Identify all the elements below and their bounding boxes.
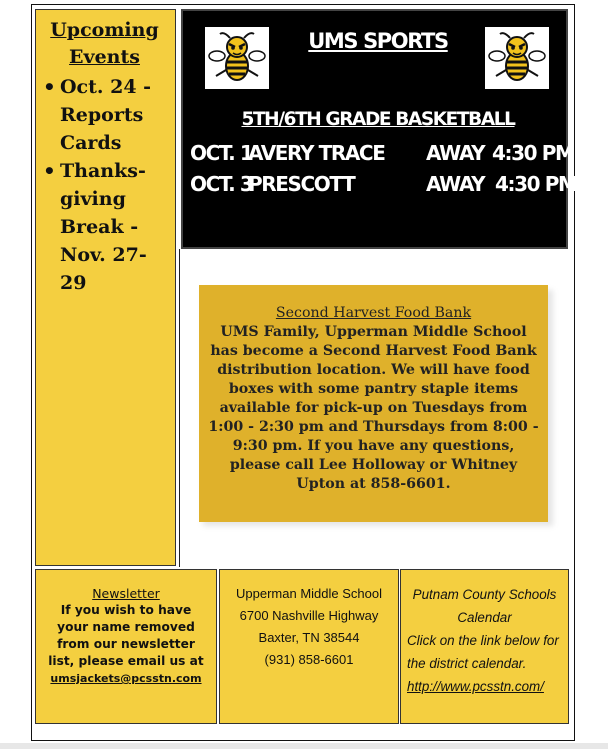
bottom-band [0, 743, 608, 749]
game-time: 4:30 PM [495, 172, 577, 196]
game-location: AWAY [426, 172, 485, 196]
school-city: Baxter, TN 38544 [258, 630, 360, 645]
game-date: OCT. 1 [190, 141, 253, 165]
foodbank-notice [199, 285, 548, 522]
calendar-text: Click on the link below for the district calendar. [407, 633, 559, 671]
upcoming-events-sidebar [35, 9, 176, 566]
game-opponent: PRESCOTT [248, 172, 355, 196]
yellow-jacket-mascot-icon [485, 27, 549, 89]
game-row [190, 172, 577, 198]
school-street: 6700 Nashville Highway [239, 608, 379, 623]
game-time: 4:30 PM [492, 141, 574, 165]
event-item: • Thanks-giving Break - Nov. 27-29 [60, 157, 167, 297]
newsletter-text: If you wish to have your name removed from our newsletter list, please email us at [48, 603, 204, 668]
yellow-jacket-mascot-icon [205, 27, 269, 89]
calendar-link[interactable]: http://www.pcsstn.com/ [407, 679, 544, 694]
column-divider [179, 249, 180, 567]
newsletter-box [35, 569, 217, 724]
game-row [190, 141, 574, 167]
upcoming-events-title: Upcoming Events [50, 19, 159, 68]
events-list [42, 73, 167, 297]
sports-scoreboard [181, 9, 577, 249]
school-name: Upperman Middle School [236, 586, 382, 601]
foodbank-body: UMS Family, Upperman Middle School has become a Second Harvest Food Bank distribution location. We will have food boxes with some pantry staple items available for pick-up on Tuesdays from 1:00 - 2:30 pm and Thursdays from 8:00 - 9:30 pm. If you have any questions, please call Lee Holloway or Whitney Upton at 858-6601. [208, 324, 539, 492]
foodbank-title: Second Harvest Food Bank [275, 305, 472, 321]
calendar-box [400, 569, 569, 724]
school-phone: (931) 858-6601 [264, 652, 354, 667]
event-item: • Oct. 24 - Reports Cards [60, 73, 167, 157]
game-location: AWAY [426, 141, 485, 165]
scoreboard-subtitle: 5TH/6TH GRADE BASKETBALL [241, 109, 515, 130]
newsletter-title: Newsletter [92, 586, 160, 601]
game-opponent: AVERY TRACE [248, 141, 385, 165]
scoreboard-title: UMS SPORTS [308, 29, 448, 53]
game-date: OCT. 3 [190, 172, 253, 196]
newsletter-email-link[interactable]: umsjackets@pcsstn.com [50, 672, 202, 685]
calendar-title: Putnam County Schools Calendar [412, 587, 557, 625]
school-address-box [219, 569, 399, 724]
